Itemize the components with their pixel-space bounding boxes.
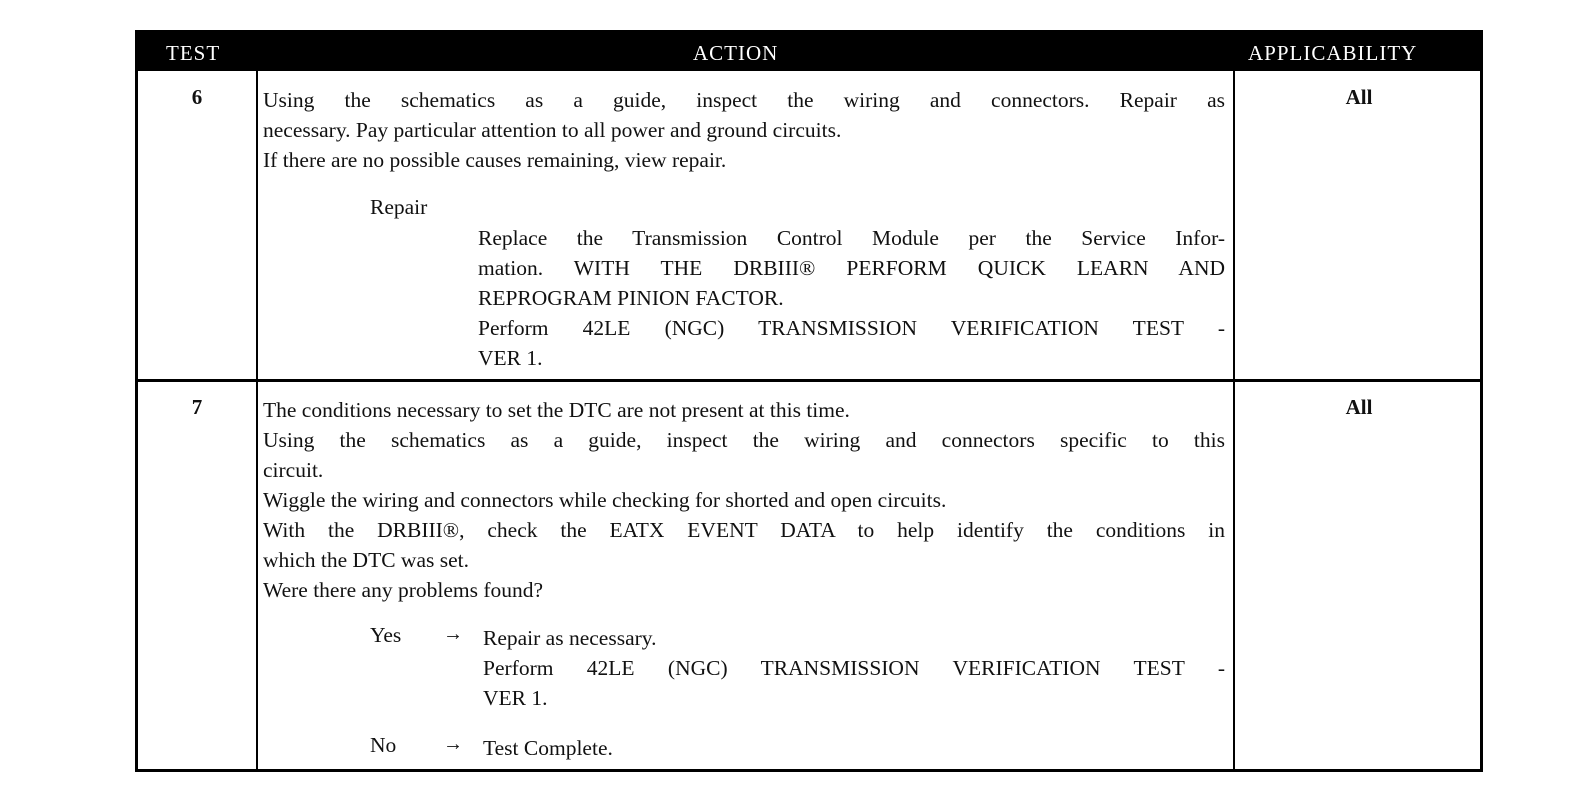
table-header bbox=[138, 33, 1480, 71]
action-line: circuit. bbox=[263, 458, 324, 482]
no-arrow-icon: → bbox=[443, 733, 463, 755]
repair-line: VER 1. bbox=[478, 346, 543, 370]
action-line: With the DRBIII®, check the EATX EVENT DATA to help identify the conditions in bbox=[263, 518, 1225, 542]
row-7-test-number: 7 bbox=[191, 395, 203, 419]
action-line: The conditions necessary to set the DTC are not present at this time. bbox=[263, 398, 850, 422]
procedure-table bbox=[135, 30, 1483, 772]
no-outcome bbox=[483, 733, 1225, 763]
row-6-applicability: All bbox=[1345, 85, 1373, 109]
column-divider-test bbox=[256, 71, 258, 769]
repair-label: Repair bbox=[370, 195, 428, 219]
repair-line: Perform 42LE (NGC) TRANSMISSION VERIFICATION TEST - bbox=[478, 316, 1225, 340]
row-6-action bbox=[263, 85, 1225, 175]
row-6-test-number: 6 bbox=[191, 85, 203, 109]
action-line: Using the schematics as a guide, inspect the wiring and connectors. Repair as bbox=[263, 88, 1225, 112]
repair-line: Replace the Transmission Control Module per the Service Infor- bbox=[478, 226, 1225, 250]
outcome-line: VER 1. bbox=[483, 686, 548, 710]
repair-line: mation. WITH THE DRBIII® PERFORM QUICK LEARN AND bbox=[478, 256, 1225, 280]
outcome-line: Test Complete. bbox=[483, 736, 613, 760]
row-7-action bbox=[263, 395, 1225, 605]
no-label: No bbox=[370, 733, 397, 757]
yes-outcome bbox=[483, 623, 1225, 713]
action-line: Were there any problems found? bbox=[263, 578, 544, 602]
outcome-line: Perform 42LE (NGC) TRANSMISSION VERIFICATION TEST - bbox=[483, 656, 1225, 680]
outcome-line: Repair as necessary. bbox=[483, 626, 657, 650]
header-action: ACTION bbox=[693, 41, 779, 65]
row-divider bbox=[138, 379, 1480, 382]
action-line: Using the schematics as a guide, inspect the wiring and connectors specific to this bbox=[263, 428, 1225, 452]
action-line: necessary. Pay particular attention to all power and ground circuits. bbox=[263, 118, 842, 142]
yes-label: Yes bbox=[370, 623, 402, 647]
repair-instructions bbox=[478, 223, 1225, 373]
repair-line: REPROGRAM PINION FACTOR. bbox=[478, 286, 784, 310]
header-applicability: APPLICABILITY bbox=[1248, 41, 1418, 65]
column-divider-action bbox=[1233, 71, 1235, 769]
header-test: TEST bbox=[166, 41, 221, 65]
action-line: If there are no possible causes remaining, view repair. bbox=[263, 148, 727, 172]
action-line: Wiggle the wiring and connectors while checking for shorted and open circuits. bbox=[263, 488, 947, 512]
yes-arrow-icon: → bbox=[443, 623, 463, 645]
row-7-applicability: All bbox=[1345, 395, 1373, 419]
action-line: which the DTC was set. bbox=[263, 548, 470, 572]
